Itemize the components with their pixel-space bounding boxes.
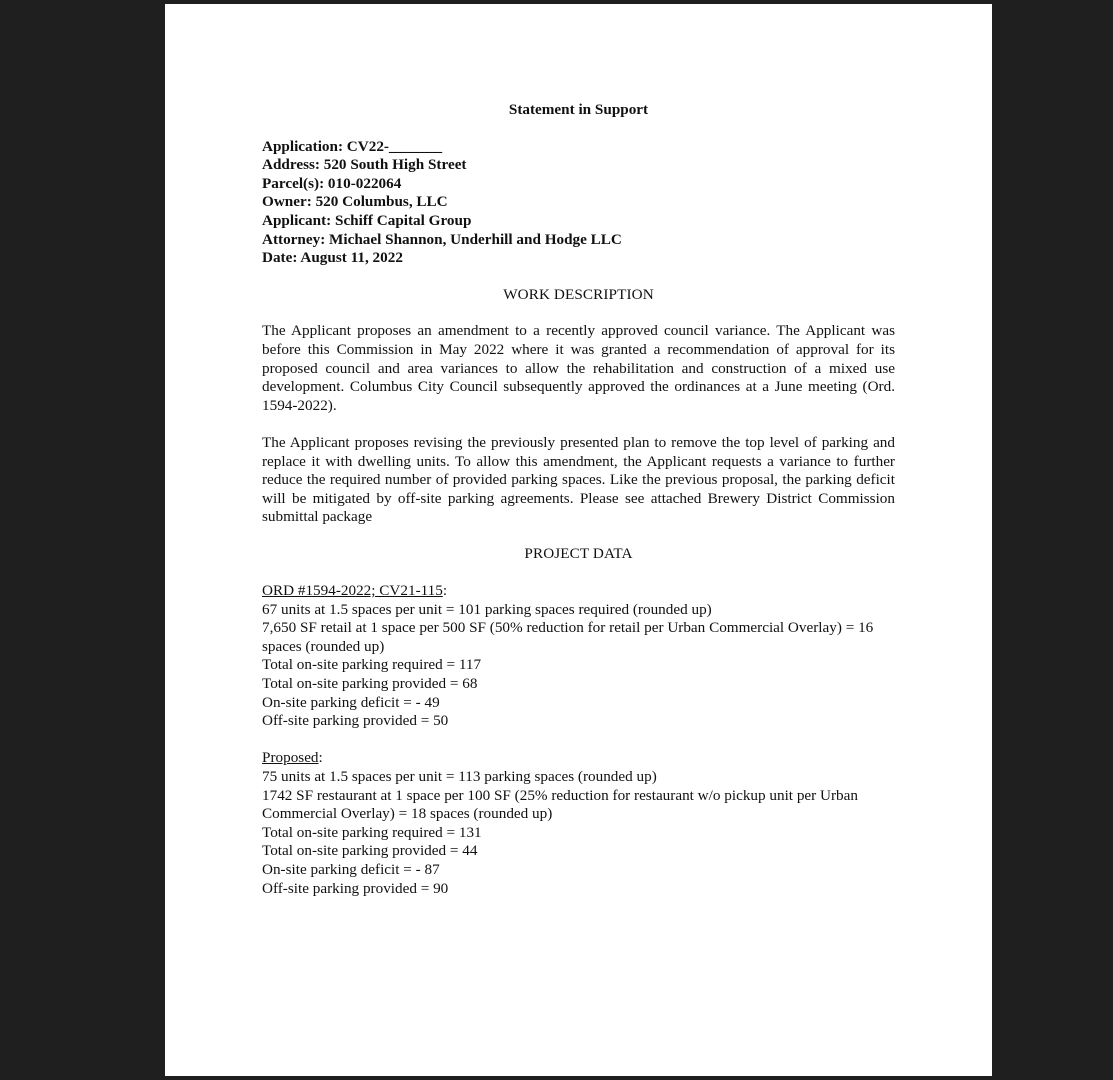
proposed-heading-line xyxy=(262,749,895,768)
ord-line-units: 67 units at 1.5 spaces per unit = 101 parking spaces required (rounded up) xyxy=(262,600,712,618)
proposed-line-units: 75 units at 1.5 spaces per unit = 113 parking spaces (rounded up) xyxy=(262,768,657,785)
ord-line-retail: 7,650 SF retail at 1 space per 500 SF (50% reduction for retail per Urban Commercial Overlay) = 16 spaces (rounded up) xyxy=(262,619,874,655)
ord-line-required: Total on-site parking required = 117 xyxy=(262,656,482,674)
meta-address: Address: 520 South High Street xyxy=(262,156,467,174)
proposed-data-block xyxy=(262,749,895,898)
paragraph-amendment: The Applicant proposes an amendment to a recently approved council variance. The Applicant was before this Commission in May 2022 where it was granted a recommendation of approval for its proposed council and area variances to allow the rehabilitation and construction of a mixed use development. Columbus City Council subsequently approved the ordinances at a June meeting (Ord. 1594-2022). xyxy=(262,322,895,414)
ord-heading-line xyxy=(262,582,895,601)
work-description-heading: WORK DESCRIPTION xyxy=(503,285,654,303)
document-page xyxy=(165,4,992,1076)
meta-owner: Owner: 520 Columbus, LLC xyxy=(262,193,448,211)
ord-line-provided: Total on-site parking provided = 68 xyxy=(262,675,478,693)
meta-applicant: Applicant: Schiff Capital Group xyxy=(262,211,472,229)
meta-parcel: Parcel(s): 010-022064 xyxy=(262,174,402,192)
project-data-heading: PROJECT DATA xyxy=(524,545,633,563)
ord-data-block xyxy=(262,582,895,731)
meta-application: Application: CV22-_______ xyxy=(262,137,443,155)
ord-heading: ORD #1594-2022; CV21-115 xyxy=(262,582,443,600)
proposed-line-provided: Total on-site parking provided = 44 xyxy=(262,842,478,860)
proposed-heading: Proposed xyxy=(262,749,319,767)
ord-line-deficit: On-site parking deficit = - 49 xyxy=(262,693,440,711)
proposed-line-required: Total on-site parking required = 131 xyxy=(262,823,482,841)
ord-line-offsite: Off-site parking provided = 50 xyxy=(262,712,449,730)
proposed-heading-colon: : xyxy=(318,749,323,767)
application-details xyxy=(262,138,895,268)
proposed-line-deficit: On-site parking deficit = - 87 xyxy=(262,860,440,878)
document-title: Statement in Support xyxy=(508,101,649,118)
meta-date: Date: August 11, 2022 xyxy=(262,249,403,267)
meta-attorney: Attorney: Michael Shannon, Underhill and Hodge LLC xyxy=(262,230,622,248)
proposed-line-offsite: Off-site parking provided = 90 xyxy=(262,879,449,897)
ord-heading-colon: : xyxy=(442,582,448,600)
paragraph-revision: The Applicant proposes revising the previously presented plan to remove the top level of parking and replace it with dwelling units. To allow this amendment, the Applicant requests a variance to further reduce the required number of provided parking spaces. Like the previous proposal, the parking deficit will be mitigated by off-site parking agreements. Please see attached Brewery District Commission submittal package xyxy=(262,433,895,526)
page-content xyxy=(262,101,895,917)
proposed-line-restaurant: 1742 SF restaurant at 1 space per 100 SF (25% reduction for restaurant w/o pickup unit per Urban Commercial Overlay) = 18 spaces (rounded up) xyxy=(262,786,858,823)
